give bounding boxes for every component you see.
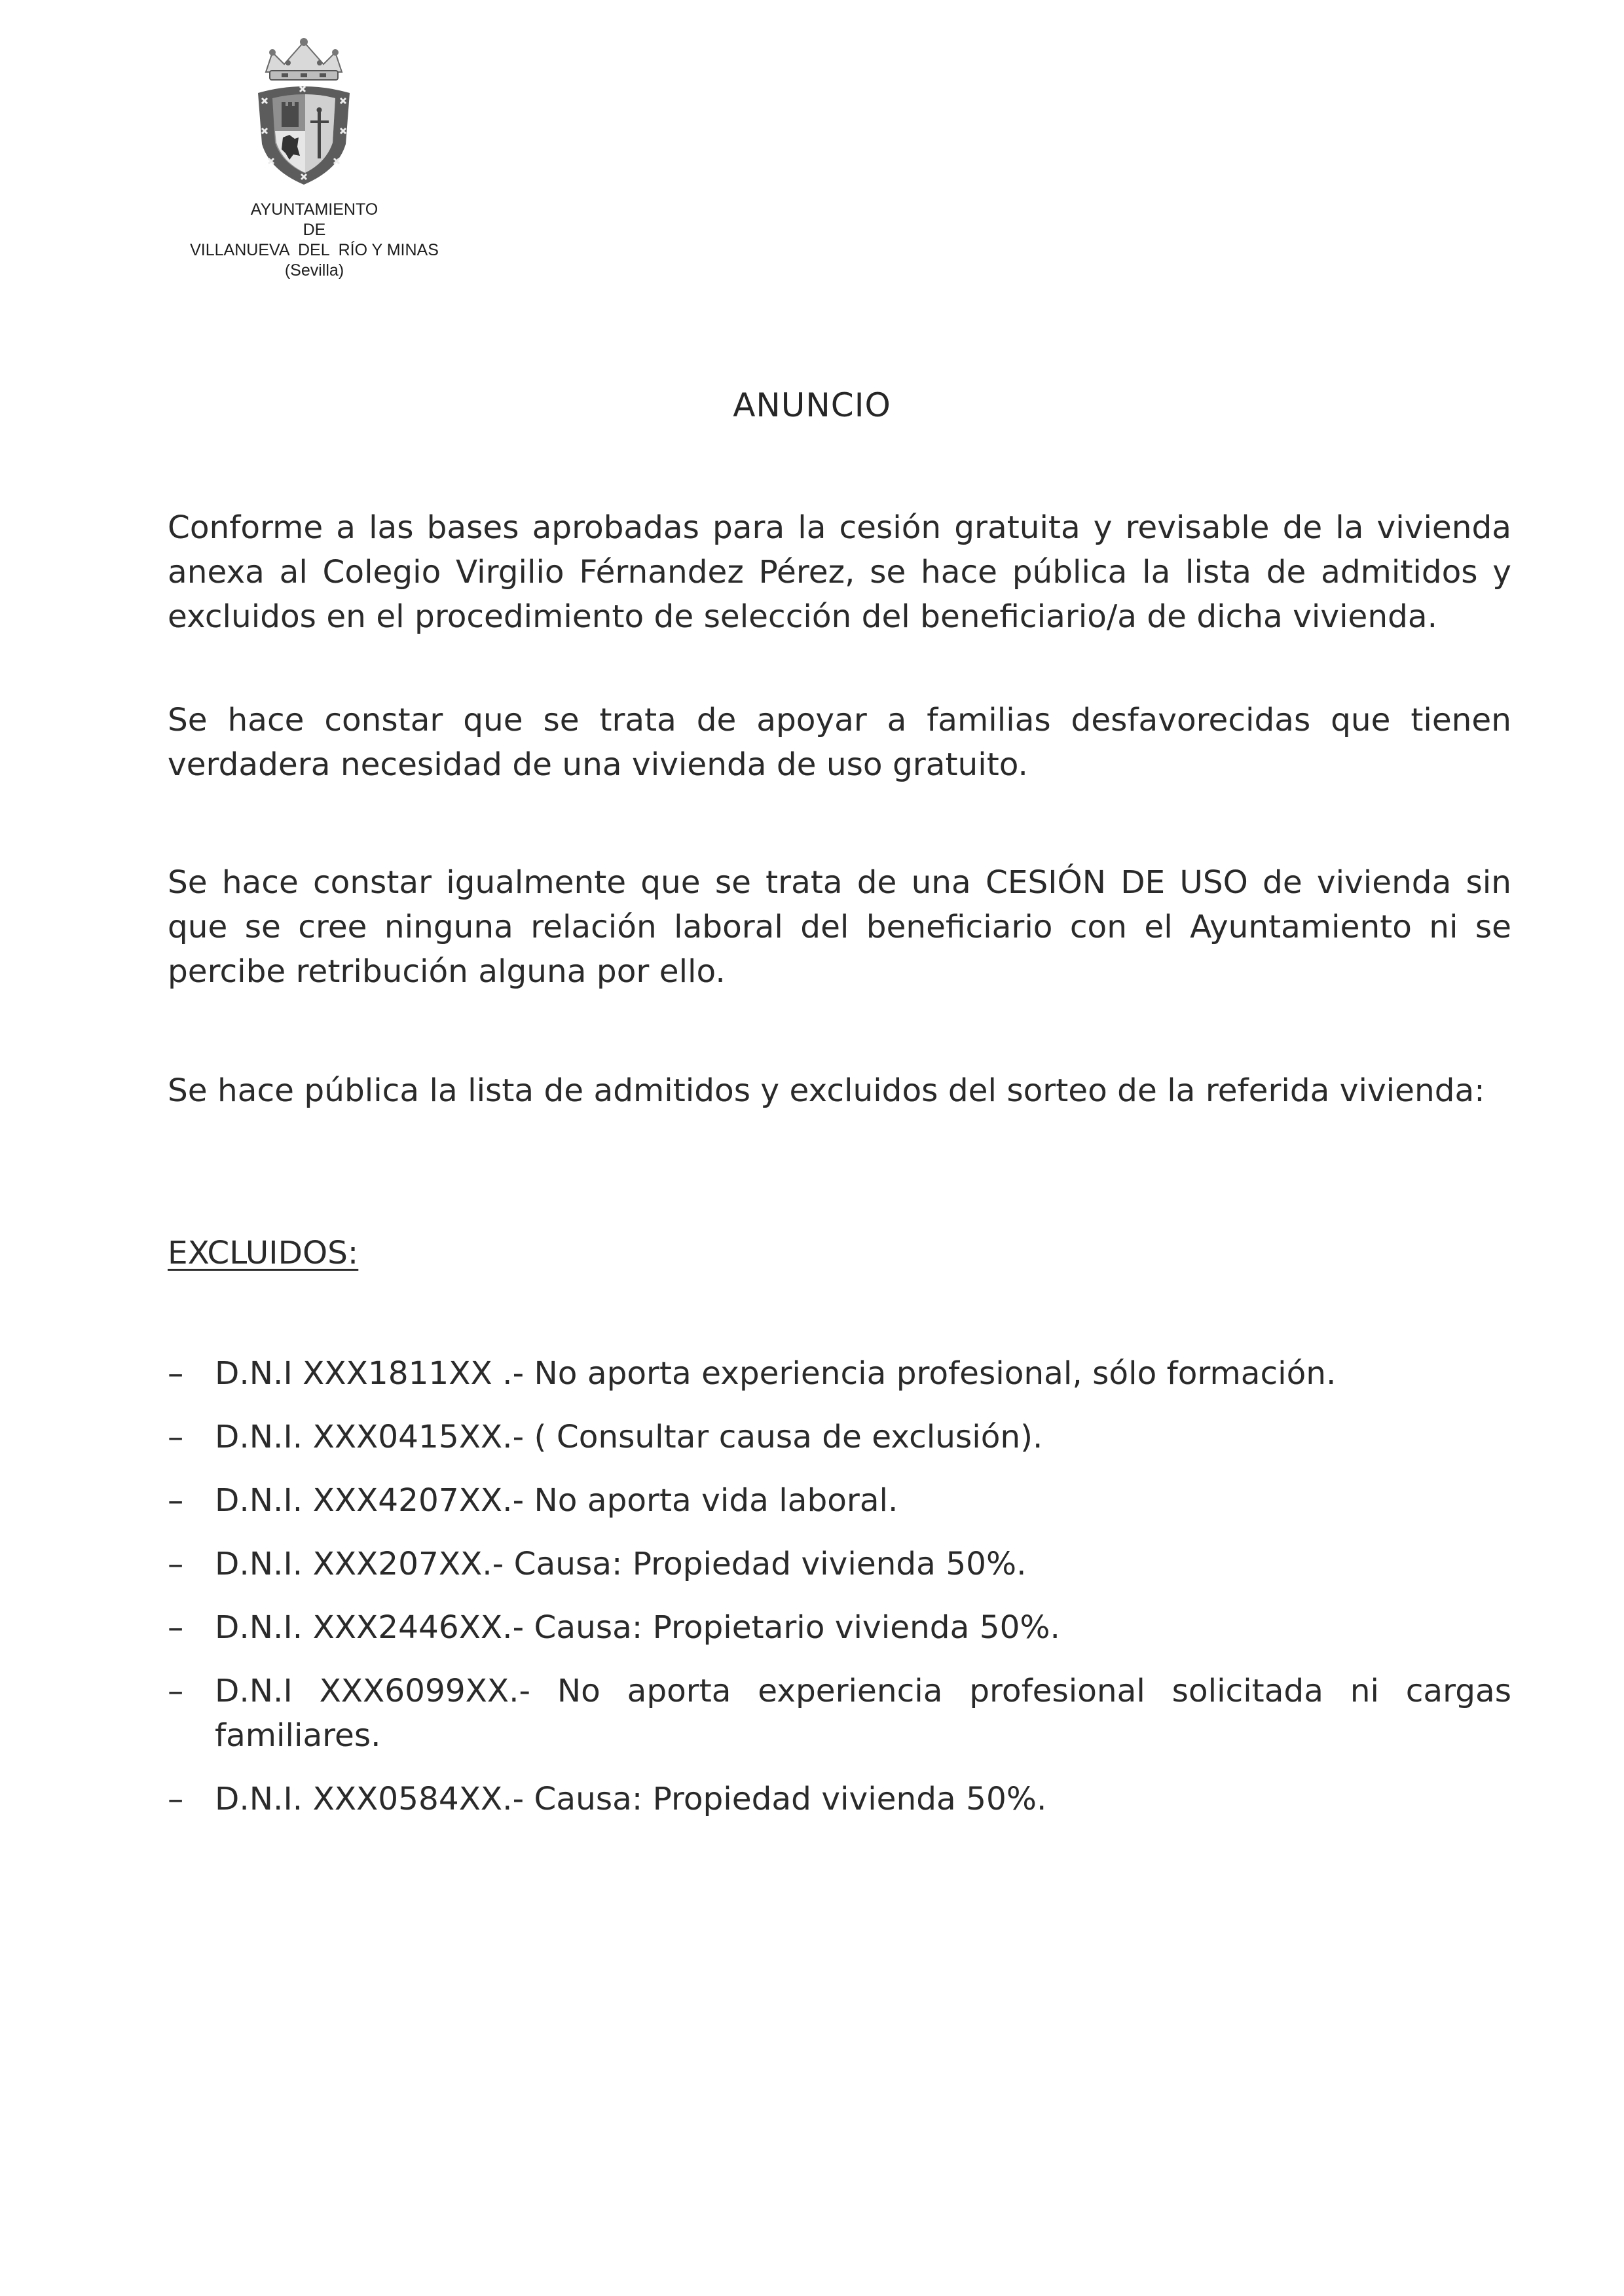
document-title: ANUNCIO: [733, 386, 891, 424]
dni-code: D.N.I. XXX207XX.-: [215, 1546, 514, 1582]
dni-code: D.N.I XXX1811XX .-: [215, 1355, 534, 1392]
list-item: [168, 1415, 1511, 1459]
exclusion-reason: Causa: Propiedad vivienda 50%.: [513, 1546, 1027, 1582]
list-item: [168, 1777, 1511, 1821]
dni-code: D.N.I. XXX4207XX.-: [215, 1482, 534, 1519]
paragraph-intro: Conforme a las bases aprobadas para la cesión gratuita y revisable de la vivienda anexa al Colegio Virgilio Férnandez Pérez, se hace pública la lista de admitidos y excluidos en el procedimiento de selección del beneficiario/a de dicha vivienda.: [168, 509, 1511, 635]
dash-bullet-icon: –: [168, 1355, 184, 1392]
org-line: (Sevilla): [284, 261, 344, 280]
exclusion-reason: No aporta vida laboral.: [534, 1482, 898, 1519]
dash-bullet-icon: –: [168, 1781, 184, 1817]
dni-code: D.N.I. XXX0415XX.-: [215, 1419, 534, 1455]
list-item: [168, 1542, 1511, 1586]
excluded-heading: EXCLUIDOS:: [168, 1235, 359, 1271]
paragraph-list-notice: Se hace pública la lista de admitidos y excluidos del sorteo de la referida vivienda:: [168, 1072, 1485, 1109]
paragraph-cesion-de-uso: Se hace constar igualmente que se trata de una CESIÓN DE USO de vivienda sin que se cree ninguna relación laboral del beneficiario con el Ayuntamiento ni se percibe retribución alguna por ello.: [168, 864, 1511, 990]
dash-bullet-icon: –: [168, 1609, 184, 1646]
exclusion-reason: No aporta experiencia profesional solicitada ni cargas familiares.: [215, 1673, 1512, 1754]
crown-icon: [266, 38, 342, 80]
dash-bullet-icon: –: [168, 1546, 184, 1582]
coat-of-arms-icon: [253, 33, 355, 187]
excluded-list: [168, 1351, 1511, 1840]
dash-bullet-icon: –: [168, 1419, 184, 1455]
list-item: [168, 1351, 1511, 1396]
dni-code: D.N.I XXX6099XX.-: [215, 1673, 557, 1709]
exclusion-reason: No aporta experiencia profesional, sólo formación.: [534, 1355, 1337, 1392]
dash-bullet-icon: –: [168, 1482, 184, 1519]
dash-bullet-icon: –: [168, 1673, 184, 1709]
exclusion-reason: ( Consultar causa de exclusión).: [534, 1419, 1043, 1455]
exclusion-reason: Causa: Propietario vivienda 50%.: [534, 1609, 1060, 1646]
org-line: DE: [303, 221, 326, 239]
paragraph-purpose: Se hace constar que se trata de apoyar a familias desfavorecidas que tienen verdadera necesidad de una vivienda de uso gratuito.: [168, 702, 1511, 783]
list-item: [168, 1478, 1511, 1523]
dni-code: D.N.I. XXX0584XX.-: [215, 1781, 534, 1817]
dni-code: D.N.I. XXX2446XX.-: [215, 1609, 534, 1646]
organization-name: [151, 200, 478, 281]
shield-icon: [258, 86, 350, 185]
list-item: [168, 1669, 1511, 1758]
exclusion-reason: Causa: Propiedad vivienda 50%.: [534, 1781, 1047, 1817]
org-line: AYUNTAMIENTO: [250, 200, 378, 219]
org-line: VILLANUEVA DEL RÍO Y MINAS: [190, 241, 439, 259]
list-item: [168, 1605, 1511, 1650]
